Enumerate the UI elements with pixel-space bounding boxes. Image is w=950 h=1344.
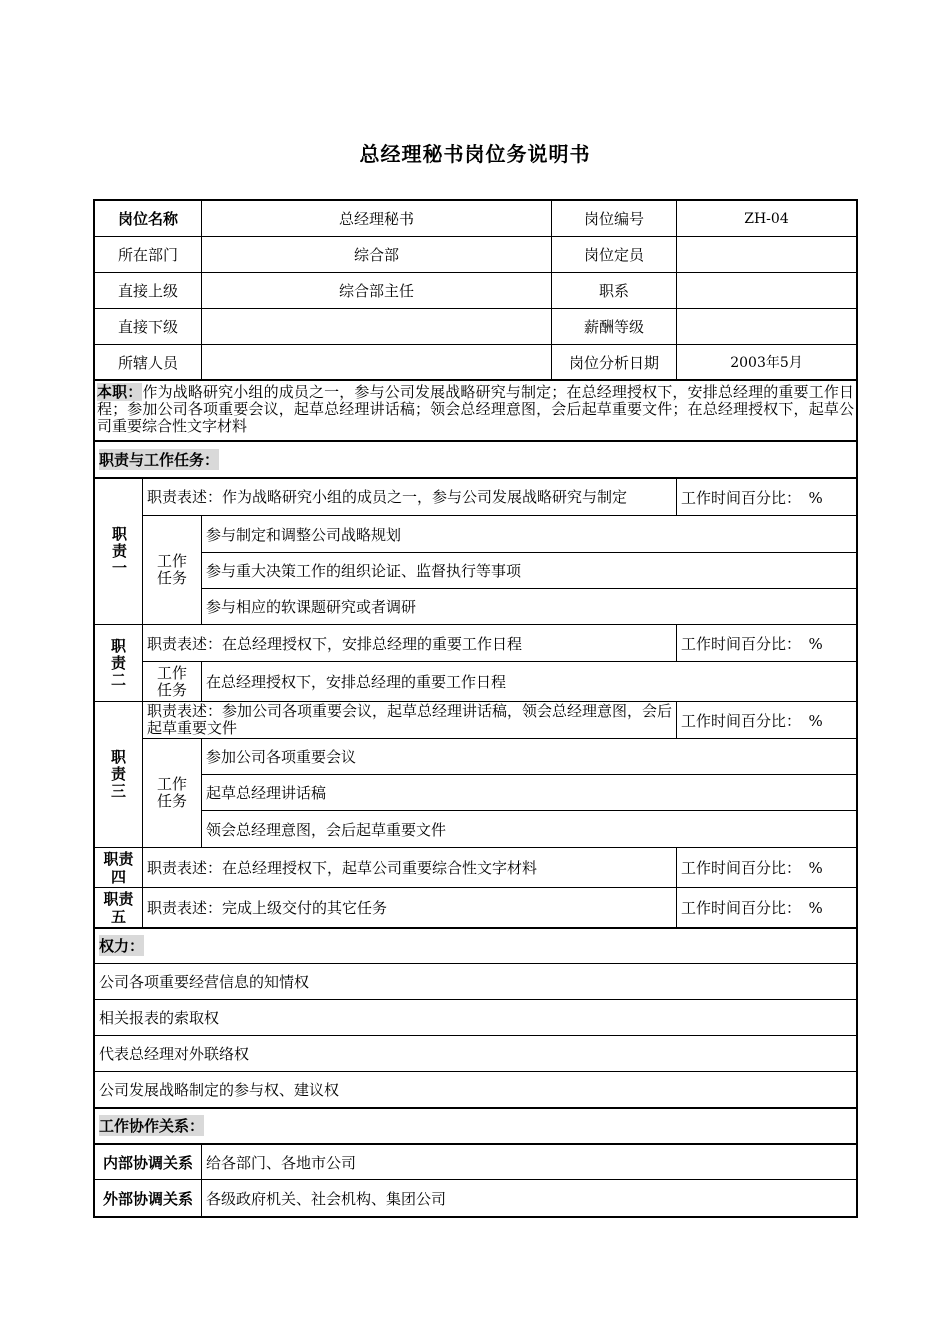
duty-1-task-2: 参与重大决策工作的组织论证、监督执行等事项: [206, 562, 522, 580]
authority-item-3: 代表总经理对外联络权: [99, 1045, 250, 1063]
duty-1-task-1: 参与制定和调整公司战略规划: [206, 525, 402, 544]
duty-3-description: 职责表述：参加公司各项重要会议，起草总经理讲话稿，领会总经理意图，会后起草重要文件: [147, 702, 673, 737]
duty-5-description: 职责表述：完成上级交付的其它任务: [147, 899, 388, 917]
internal-coordination-value: 给各部门、各地市公司: [206, 1153, 357, 1172]
position-name-value: 总经理秘书: [338, 210, 414, 228]
duty-1-task-label: 工作任务: [157, 552, 188, 587]
superior-value: 综合部主任: [338, 282, 414, 300]
duty-4-description: 职责表述：在总经理授权下，起草公司重要综合性文字材料: [147, 859, 538, 877]
duty-2-task-label: 工作任务: [157, 663, 188, 699]
analysis-date-label: 岗位分析日期: [568, 353, 659, 372]
authority-header: 权力：: [99, 937, 145, 955]
document-title: 总经理秘书岗位务说明书: [359, 142, 591, 166]
position-code-value: ZH-04: [744, 210, 789, 227]
duty-2-task-1: 在总经理授权下，安排总经理的重要工作日程: [206, 673, 507, 691]
duty-3-task-label: 工作任务: [157, 775, 188, 810]
duty-2-name: 职责二: [109, 637, 127, 689]
department-value: 综合部: [353, 246, 399, 264]
core-duty-text: 作为战略研究小组的成员之一，参与公司发展战略研究与制定；在总经理授权下，安排总经理的重要工作日程；参加公司各项重要会议，起草总经理讲话稿；领会总经理意图，会后起草重要文件；在总经理授权下，起草公司重要综合性文字材料: [97, 383, 854, 435]
position-code-label: 岗位编号: [583, 210, 644, 228]
staff-label: 所辖人员: [117, 353, 178, 372]
staff-value: [202, 345, 551, 379]
department-label: 所在部门: [117, 246, 178, 264]
job-description-table: [93, 199, 858, 1218]
authority-item-4: 公司发展战略制定的参与权、建议权: [99, 1081, 340, 1099]
duty-1-description: 职责表述：作为战略研究小组的成员之一，参与公司发展战略研究与制定: [147, 487, 628, 506]
duty-2-description: 职责表述：在总经理授权下，安排总经理的重要工作日程: [147, 634, 523, 653]
duty-3-time-pct: 工作时间百分比： %: [681, 711, 823, 730]
external-coordination-value: 各级政府机关、社会机构、集团公司: [206, 1189, 447, 1208]
core-duty: [97, 384, 854, 435]
duty-2-time-pct: 工作时间百分比： %: [681, 634, 823, 653]
subordinate-label: 直接下级: [117, 318, 178, 336]
duty-3-task-2: 起草总经理讲话稿: [206, 784, 327, 802]
authority-item-1: 公司各项重要经营信息的知情权: [99, 973, 310, 991]
subordinate-value: [202, 309, 551, 344]
duty-5-time-pct: 工作时间百分比： %: [681, 899, 823, 917]
pay-grade-label: 薪酬等级: [583, 318, 644, 336]
duty-1-time-pct: 工作时间百分比： %: [681, 488, 823, 507]
authority-item-2: 相关报表的索取权: [99, 1009, 220, 1027]
duties-header: 职责与工作任务：: [99, 451, 220, 469]
duty-4-time-pct: 工作时间百分比： %: [681, 859, 823, 877]
external-coordination-label: 外部协调关系: [102, 1189, 193, 1208]
duty-1-task-3: 参与相应的软课题研究或者调研: [206, 598, 417, 616]
duty-4-name: 职责四: [103, 849, 134, 886]
duty-1-name-text: 职责一: [110, 525, 128, 577]
duty-3-task-1: 参加公司各项重要会议: [206, 748, 357, 766]
job-family-label: 职系: [598, 282, 629, 300]
position-name-label: 岗位名称: [117, 210, 178, 228]
job-family-value: [677, 273, 856, 308]
headcount-label: 岗位定员: [583, 246, 644, 264]
duty-1-name: [95, 478, 142, 624]
duty-3-task-3: 领会总经理意图，会后起草重要文件: [206, 820, 447, 839]
duty-3-name: 职责三: [109, 749, 127, 800]
pay-grade-value: [677, 309, 856, 344]
cooperation-header: 工作协作关系：: [99, 1117, 205, 1135]
superior-label: 直接上级: [117, 282, 178, 300]
duty-5-name: 职责五: [103, 889, 134, 926]
analysis-date-value: 2003年5月: [730, 355, 803, 371]
internal-coordination-label: 内部协调关系: [102, 1153, 193, 1172]
headcount-value: [677, 237, 856, 272]
core-duty-label: 本职：: [97, 383, 143, 401]
